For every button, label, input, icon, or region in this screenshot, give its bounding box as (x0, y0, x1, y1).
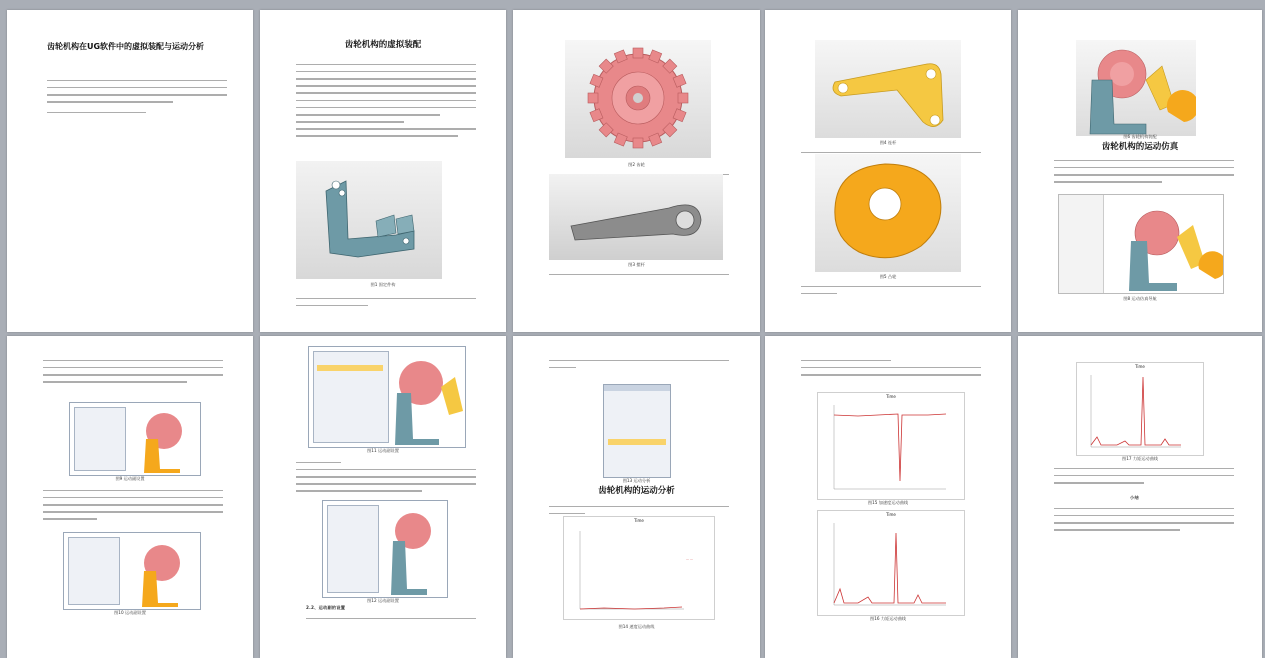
dialog-screenshot-1 (69, 402, 201, 476)
page-1 (7, 10, 253, 332)
dialog-screenshot-3 (308, 346, 466, 448)
dialog-screenshot-2 (63, 532, 201, 610)
figure-caption-2: 图10 运动副设置 (114, 610, 146, 615)
acceleration-chart (817, 392, 965, 500)
page-10 (1018, 336, 1262, 658)
dialog-screenshot-4 (322, 500, 448, 598)
figure-caption-2: 图8 运动仿真导航 (1123, 296, 1157, 301)
body-text-2 (306, 612, 476, 625)
paper-title: 齿轮机构在UG软件中的虚拟装配与运动分析 (47, 42, 205, 51)
torque-chart (817, 510, 965, 616)
body-text-2 (296, 292, 476, 312)
chart-title-2: Time (886, 512, 896, 517)
velocity-chart (563, 516, 715, 620)
abstract-block (47, 74, 227, 119)
body-text-2 (43, 484, 223, 526)
summary-heading: 小结 (1130, 495, 1139, 500)
figure-caption: 图14 速度运动曲线 (618, 624, 655, 629)
figure-caption-dialog: 图13 运动分析 (622, 478, 651, 483)
simulation-screenshot (1058, 194, 1224, 294)
chart-title: Time (634, 518, 644, 523)
chart-title: Time (1135, 364, 1145, 369)
page-8 (513, 336, 760, 658)
body-text (43, 354, 223, 388)
body-text (549, 354, 729, 374)
cam-figure (815, 154, 961, 272)
body-text-2 (801, 280, 981, 300)
figure-caption-2: 图16 力矩运动曲线 (870, 616, 906, 621)
body-text (801, 354, 981, 381)
figure-caption-1: 图15 加速度运动曲线 (867, 500, 909, 505)
body-text (1054, 154, 1234, 188)
page-4 (765, 10, 1011, 332)
figure-caption-1: 图9 运动副设置 (115, 476, 145, 481)
gear-figure (565, 40, 711, 158)
page-9 (765, 336, 1011, 658)
page-6 (7, 336, 253, 658)
chart-legend: — — (686, 557, 693, 561)
body-text-2 (549, 268, 729, 281)
body-text (296, 58, 476, 143)
figure-caption-1: 图4 连杆 (879, 140, 897, 145)
figure-caption-2: 图12 运动副设置 (367, 598, 399, 603)
page-2 (260, 10, 506, 332)
page-5 (1018, 10, 1262, 332)
figure-caption-1: 图2 齿轮 (628, 162, 645, 167)
chart-title: Time (886, 394, 896, 399)
page-7 (260, 336, 506, 658)
figure-caption-2: 图3 摆杆 (628, 262, 645, 267)
body-text (296, 456, 476, 498)
section-title-assembly: 齿轮机构的虚拟装配 (344, 40, 422, 50)
page-3 (513, 10, 760, 332)
rocker-figure (549, 174, 723, 260)
figure-caption-1: 图6 齿轮机构装配 (1123, 134, 1157, 139)
dialog-screenshot-5 (603, 384, 671, 478)
bracket-figure (296, 161, 442, 279)
link-figure (815, 40, 961, 138)
summary-text (1054, 502, 1234, 536)
body-text (1054, 462, 1234, 489)
figure-caption: 图1 固定件构 (370, 282, 396, 287)
figure-caption: 图17 力矩运动曲线 (1122, 456, 1158, 461)
section-title-simulation: 齿轮机构的运动仿真 (1101, 142, 1179, 152)
figure-caption-1: 图11 运动副设置 (367, 448, 399, 453)
torque-chart-2 (1076, 362, 1204, 456)
section-title-analysis: 齿轮机构的运动分析 (598, 486, 675, 496)
subsection-heading: 2.2、运动副的设置 (306, 605, 346, 610)
figure-caption-2: 图5 凸轮 (879, 274, 897, 279)
assembly-figure (1076, 40, 1196, 136)
